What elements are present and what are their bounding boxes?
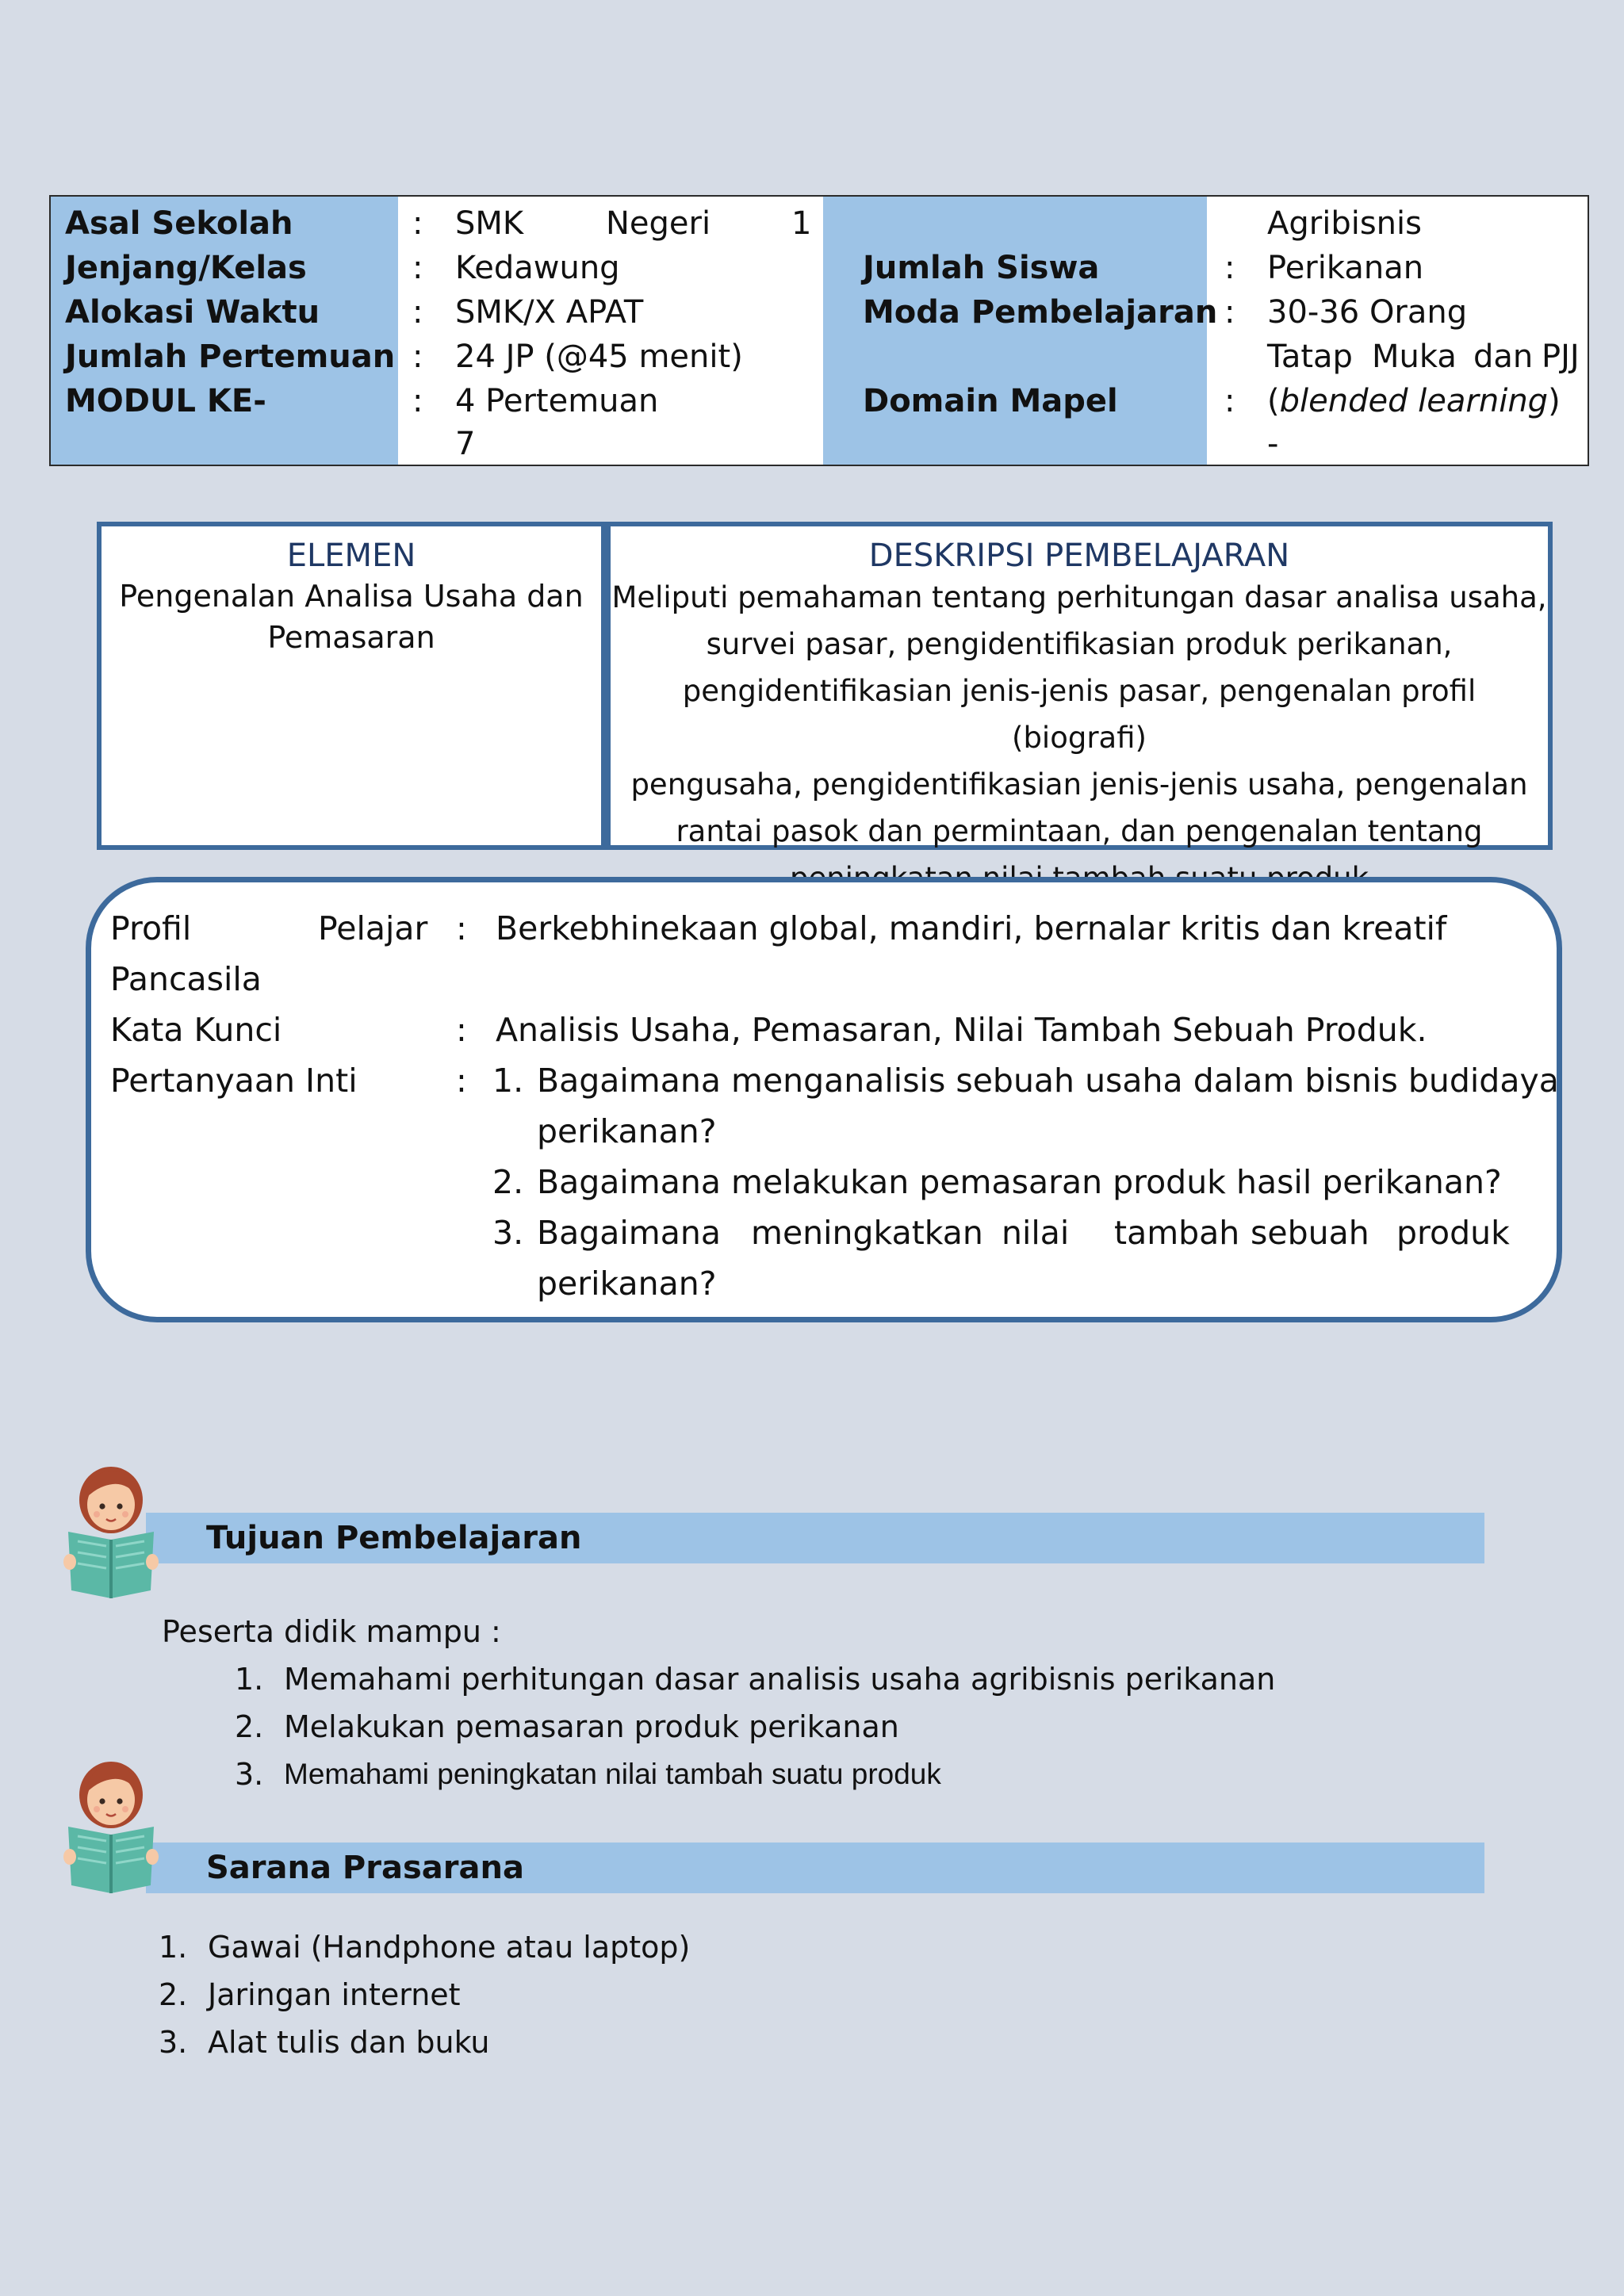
moda-w2: Muka (1372, 339, 1457, 375)
sarana-item: Alat tulis dan buku (208, 2025, 490, 2060)
value-domain-mapel: - (1267, 426, 1279, 462)
separator: : (412, 383, 423, 419)
value-line-2: Kedawung (455, 250, 620, 286)
profil-label-w2: Pelajar (318, 909, 428, 947)
value-line-3: SMK/X APAT (455, 294, 644, 331)
separator: : (1224, 250, 1235, 286)
separator: : (1224, 383, 1235, 419)
deskripsi-box (606, 522, 1553, 850)
moda-paren-close: ) (1548, 383, 1561, 419)
tujuan-item: Melakukan pemasaran produk perikanan (284, 1709, 899, 1744)
deskripsi-text-line: Meliputi pemahaman tentang perhitungan dasar analisa usaha, (611, 580, 1547, 614)
deskripsi-title: DESKRIPSI PEMBELAJARAN (868, 538, 1290, 574)
sarana-item: Jaringan internet (208, 1977, 461, 2012)
label-jumlah-pertemuan: Jumlah Pertemuan (65, 339, 396, 375)
separator: : (412, 339, 423, 375)
separator: : (412, 294, 423, 331)
value-asal-sekolah-w1: SMK (455, 205, 524, 242)
moda-w3: dan (1473, 339, 1534, 375)
question-3-word: Bagaimana (537, 1214, 721, 1252)
question-3-word: meningkatkan (751, 1214, 983, 1252)
tujuan-intro: Peserta didik mampu : (162, 1614, 501, 1649)
profil-label-w3: Pancasila (110, 960, 262, 998)
question-2-line-1: Bagaimana melakukan pemasaran produk hasil perikanan? (537, 1163, 1502, 1201)
separator: : (456, 1011, 467, 1049)
moda-paren-open: ( (1267, 383, 1280, 419)
question-number: 1. (492, 1062, 524, 1100)
list-number: 1. (159, 1930, 188, 1965)
list-number: 2. (235, 1709, 264, 1744)
value-right-line-1: Agribisnis (1267, 205, 1422, 242)
elemen-text-line: Pengenalan Analisa Usaha dan (119, 579, 584, 614)
question-1-line-2: perikanan? (537, 1112, 717, 1150)
tujuan-section-title: Tujuan Pembelajaran (206, 1520, 582, 1556)
deskripsi-text-line: survei pasar, pengidentifikasian produk perikanan, (706, 627, 1453, 661)
separator: : (1224, 294, 1235, 331)
kata-kunci-label: Kata Kunci (110, 1011, 282, 1049)
profil-label-w1: Profil (110, 909, 192, 947)
moda-w1: Tatap (1267, 339, 1353, 375)
reading-girl-icon (63, 1459, 159, 1601)
value-line-6: 7 (455, 426, 476, 462)
separator: : (412, 205, 423, 242)
value-right-line-3: 30-36 Orang (1267, 294, 1468, 331)
profil-box (86, 877, 1562, 1322)
deskripsi-text-line: rantai pasok dan permintaan, dan pengenalan tentang (676, 814, 1483, 848)
moda-w4: PJJ (1542, 339, 1580, 375)
value-asal-sekolah-w2: Negeri (606, 205, 711, 242)
label-modul-ke: MODUL KE- (65, 383, 266, 419)
moda-italic: blended learning (1279, 383, 1549, 419)
value-right-line-2: Perikanan (1267, 250, 1424, 286)
elemen-box (97, 522, 606, 850)
moda-blended (1267, 379, 1561, 423)
question-3-word: produk (1396, 1214, 1510, 1252)
profil-value: Berkebhinekaan global, mandiri, bernalar kritis dan kreatif (496, 909, 1447, 947)
deskripsi-text-line: pengidentifikasian jenis-jenis pasar, pengenalan profil (biografi) (682, 674, 1477, 755)
value-asal-sekolah-w3: 1 (791, 205, 812, 242)
label-alokasi-waktu: Alokasi Waktu (65, 294, 320, 331)
label-domain-mapel: Domain Mapel (863, 383, 1118, 419)
pertanyaan-inti-label: Pertanyaan Inti (110, 1062, 358, 1100)
question-number: 2. (492, 1163, 524, 1201)
label-jenjang-kelas: Jenjang/Kelas (65, 250, 307, 286)
question-3-word: nilai (1002, 1214, 1070, 1252)
elemen-text-line: Pemasaran (267, 620, 435, 655)
list-number: 1. (235, 1662, 264, 1697)
question-3-line-2: perikanan? (537, 1265, 717, 1303)
question-3-word: sebuah (1251, 1214, 1369, 1252)
question-3-word: tambah (1114, 1214, 1240, 1252)
label-moda-pembelajaran: Moda Pembelajaran (863, 294, 1218, 331)
reading-girl-icon (63, 1754, 159, 1896)
list-number: 3. (235, 1757, 264, 1792)
sarana-section-title: Sarana Prasarana (206, 1850, 524, 1886)
question-number: 3. (492, 1214, 524, 1252)
sarana-item: Gawai (Handphone atau laptop) (208, 1930, 691, 1965)
list-number: 2. (159, 1977, 188, 2012)
separator: : (456, 1062, 467, 1100)
kata-kunci-value: Analisis Usaha, Pemasaran, Nilai Tambah Sebuah Produk. (496, 1011, 1427, 1049)
value-line-5: 4 Pertemuan (455, 383, 659, 419)
list-number: 3. (159, 2025, 188, 2060)
separator: : (412, 250, 423, 286)
tujuan-item: Memahami peningkatan nilai tambah suatu produk (284, 1758, 941, 1790)
separator: : (456, 909, 467, 947)
tujuan-item: Memahami perhitungan dasar analisis usaha agribisnis perikanan (284, 1662, 1276, 1697)
elemen-title: ELEMEN (286, 538, 416, 574)
deskripsi-text-line: pengusaha, pengidentifikasian jenis-jenis usaha, pengenalan (630, 767, 1528, 802)
identity-table (49, 195, 1589, 466)
label-jumlah-siswa: Jumlah Siswa (863, 250, 1100, 286)
value-line-4: 24 JP (@45 menit) (455, 339, 743, 375)
question-1-line-1: Bagaimana menganalisis sebuah usaha dalam bisnis budidaya (537, 1062, 1559, 1100)
label-asal-sekolah: Asal Sekolah (65, 205, 293, 242)
